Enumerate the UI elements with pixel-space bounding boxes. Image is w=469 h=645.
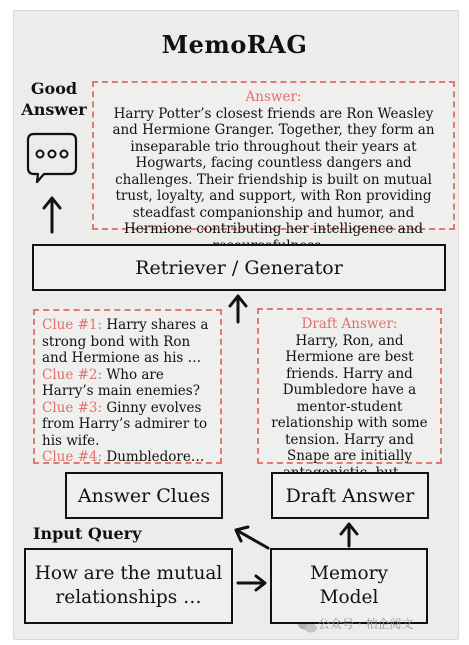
clue-text: Dumbledore… [106,449,205,465]
retriever-generator-box: Retriever / Generator [32,244,446,291]
answer-text: Harry Potter’s closest friends are Ron Weasley and Hermione Granger. Together, they form an inseparable trio throughout their years at Hogwarts, facing countless dangers and challenges. Their friendship is built on mutual trust, loyalty, and support, with Ron providing steadfast companionship and humor, and Hermione contributing her intelligence and [112,105,435,237]
arrow-to-memory-model [238,576,265,590]
input-query-label: Input Query [33,524,142,543]
input-query-box: How are the mutual relationships … [24,548,233,624]
draft-answer-panel [257,308,442,464]
clue-text: Who are Harry’s main enemies? [42,366,200,399]
clue-label: Clue #4: [42,449,103,465]
clue-text: Ginny evolves from Harry’s admirer to his wife. [42,399,208,449]
memory-model-label: Memory Model [310,563,388,608]
clue-item [42,317,213,367]
arrow-to-good-answer [44,198,60,232]
clue-label: Clue #1: [42,317,103,333]
draft-heading: Draft Answer: [301,316,398,332]
arrow-to-retriever [230,296,246,322]
clue-label: Clue #3: [42,399,103,416]
memory-model-box [270,548,428,624]
clue-text: Harry shares a strong bond with Ron and Hermione as his … [42,317,209,366]
good-answer-label: Good Answer [21,79,87,119]
answer-clues-panel [33,309,222,464]
clue-item [42,400,213,450]
speech-bubble-icon [28,134,76,182]
answer-box [92,81,455,237]
watermark: 公众号 · 柏企阅文 [318,617,414,631]
answer-clues-box: Answer Clues [65,472,223,519]
draft-answer-box: Draft Answer [271,472,429,519]
draft-text: Harry, Ron, and Hermione are best friends. Harry and Dumbledore have a mentor-student relationship with some tension. Harry and Snape are initially [271,332,428,464]
diagram-title: MemoRAG [161,30,308,59]
arrow-to-draft-answer [341,524,357,546]
answer-heading: Answer: [245,89,302,105]
clue-label: Clue #2: [42,366,103,383]
arrow-to-answer-clues [236,527,268,548]
clue-item [42,449,213,466]
clue-item [42,367,213,400]
